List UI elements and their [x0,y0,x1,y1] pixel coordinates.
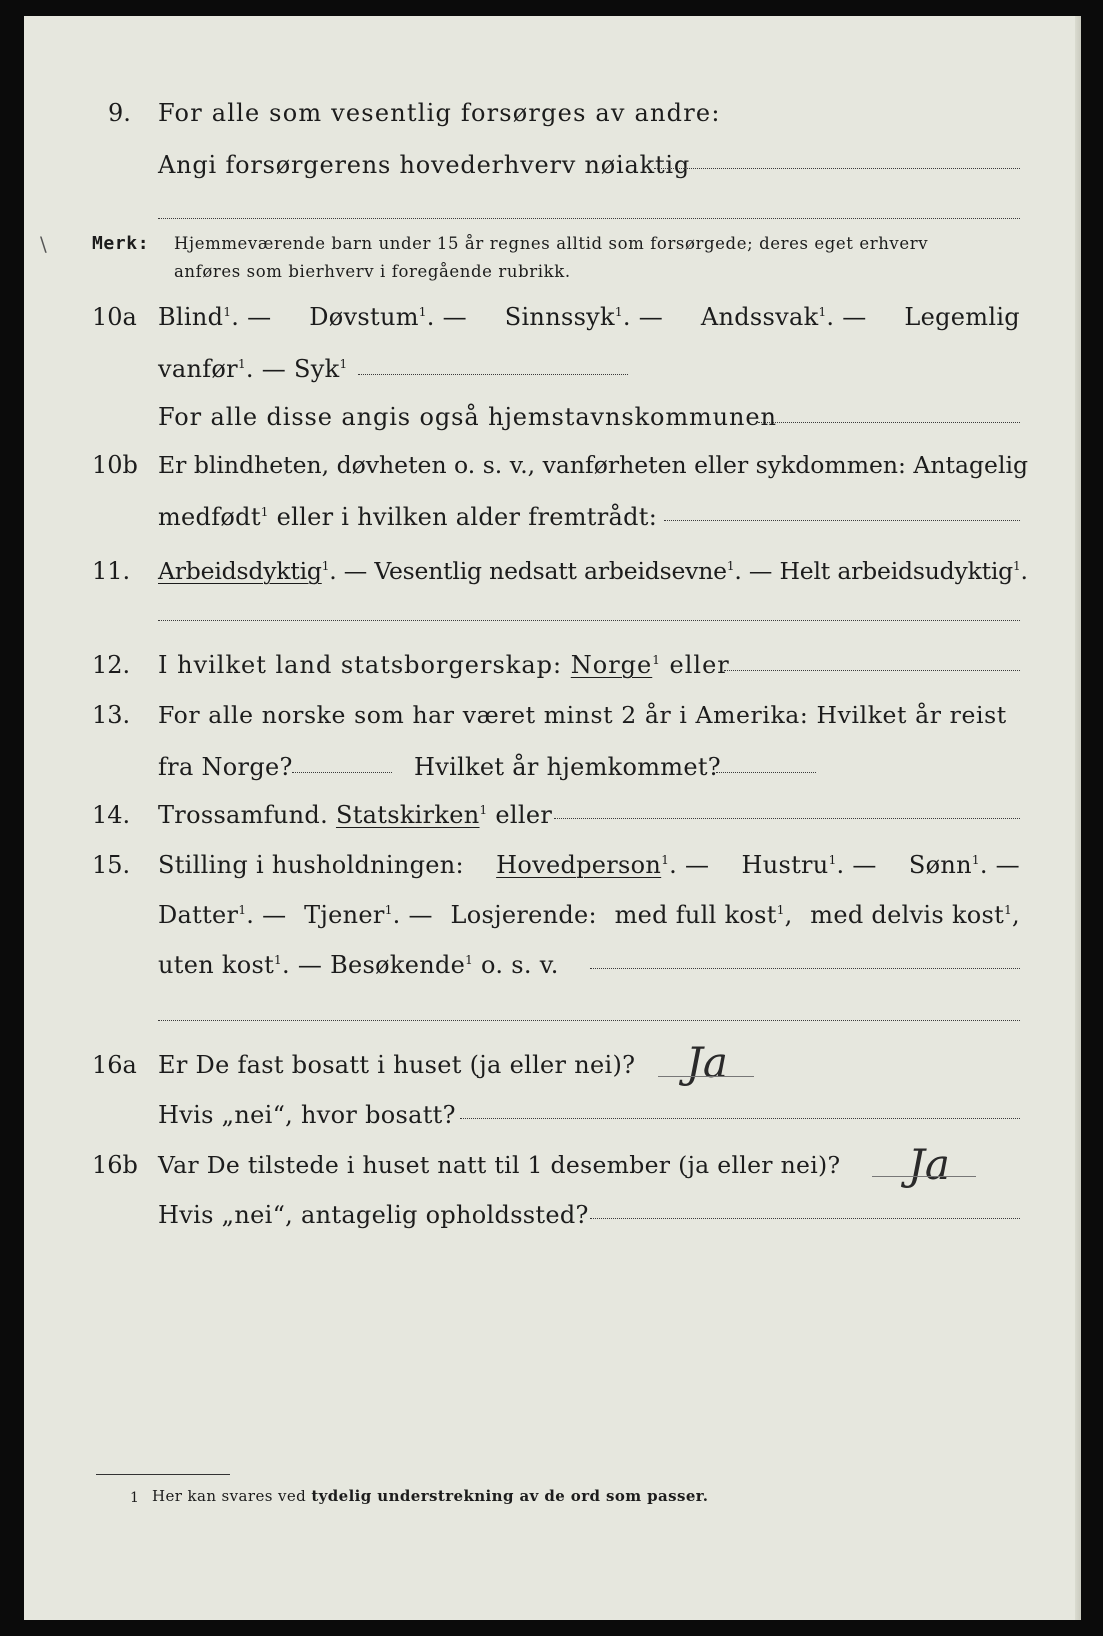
footnote-text: Her kan svares ved tydelig understrekning av de ord som passer. [152,1487,709,1505]
merk-label: Merk: [92,233,150,254]
q13-number: 13. [92,701,131,729]
q15-number: 15. [92,851,131,879]
opt-med-full-kost: med full kost [614,901,777,929]
q16a-bosatt-line [460,1118,1020,1119]
q10b-number: 10b [92,451,138,479]
opt-med-delvis-kost: med delvis kost [810,901,1005,929]
q10a-line3: For alle disse angis også hjemstavnskommunen [158,403,777,431]
q10a-line2: vanfør$^1$. — Syk$^1$ [158,355,348,383]
merk-line1: Hjemmeværende barn under 15 år regnes alltid som forsørgede; deres eget erhverv [174,234,929,253]
opt-nedsatt: Vesentlig nedsatt arbeidsevne [374,557,727,585]
opt-syk: Syk [293,355,340,383]
q16a-handwritten-answer: Ja [686,1038,728,1087]
q10a-line1: Blind$^1$. — Døvstum$^1$. — Sinnssyk$^1$. — Andssvak$^1$. — Legemlig [158,303,1020,331]
q13-part2: Hvilket år hjemkommet? [414,753,721,781]
opt-andssvak: Andssvak [700,303,819,331]
opt-udyktig: Helt arbeidsudyktig [779,557,1014,585]
q9-line2: Angi forsørgerens hovederhverv nøiaktig [158,151,691,179]
q9-answer-line [654,168,1020,169]
q13-year-return-line [716,772,816,773]
q15-line2: Datter$^1$. — Tjener$^1$. — Losjerende: med full kost$^1$, med delvis kost$^1$, [158,901,1020,929]
q16b-line1: Var De tilstede i huset natt til 1 desember (ja eller nei)? [158,1151,841,1179]
opt-legemlig: Legemlig [904,303,1020,331]
opt-statskirken: Statskirken [335,801,480,829]
opt-norge: Norge [570,651,653,679]
q12-line: I hvilket land statsborgerskap: Norge$^1$ eller [158,651,730,679]
footnote-rule [96,1474,230,1475]
q13-year-left-line [292,772,392,773]
q15-line1: Stilling i husholdningen: Hovedperson$^1$. — Hustru$^1$. — Sønn$^1$. — [158,851,1020,879]
opt-dovstum: Døvstum [309,303,419,331]
q9-number: 9. [108,99,131,127]
pencil-tick-mark: \ [40,232,47,256]
opt-medfodt: medfødt [158,503,261,531]
q15-line3: uten kost$^1$. — Besøkende$^1$ o. s. v. [158,951,559,979]
q16a-answer-line [658,1076,754,1077]
opt-hovedperson: Hovedperson [496,851,662,879]
q9-line1: For alle som vesentlig forsørges av andre: [158,99,721,127]
q10a-answer-line [758,422,1020,423]
q13-part1: fra Norge? [158,753,293,781]
opt-tjener: Tjener [304,901,385,929]
opt-uten-kost: uten kost [158,951,275,979]
q11-line: Arbeidsdyktig$^1$. — Vesentlig nedsatt arbeidsevne$^1$. — Helt arbeidsudyktig$^1$. [158,557,1028,585]
q14-answer-line [554,818,1020,819]
q14-number: 14. [92,801,131,829]
q12-answer-line [724,670,1020,671]
opt-blind: Blind [158,303,224,331]
opt-hustru: Hustru [741,851,829,879]
q16a-line2: Hvis „nei“, hvor bosatt? [158,1101,456,1129]
paper-edge [1075,16,1081,1620]
q16a-line1: Er De fast bosatt i huset (ja eller nei)? [158,1051,636,1079]
q11-number: 11. [92,557,131,585]
q16b-handwritten-answer: Ja [908,1140,950,1189]
opt-sonn: Sønn [908,851,972,879]
q9-answer-line-2 [158,218,1020,219]
q13-line1: For alle norske som har været minst 2 år i Amerika: Hvilket år reist [158,701,1007,729]
q15-answer-line-2 [158,1020,1020,1021]
q12-number: 12. [92,651,131,679]
q15-answer-line [590,968,1020,969]
census-form-page [24,16,1081,1620]
opt-arbeidsdyktig: Arbeidsdyktig [158,557,322,585]
merk-line2: anføres som bierhverv i foregående rubrikk. [174,262,571,281]
opt-sinnssyk: Sinnssyk [504,303,615,331]
q11-answer-line [158,620,1020,621]
opt-datter: Datter [158,901,239,929]
q10b-line1: Er blindheten, døvheten o. s. v., vanførheten eller sykdommen: Antagelig [158,451,1029,479]
q10a-syk-line [358,374,628,375]
q14-line: Trossamfund. Statskirken$^1$ eller [158,801,553,829]
q10b-answer-line [664,520,1020,521]
q16b-line2: Hvis „nei“, antagelig opholdssted? [158,1201,589,1229]
q16a-number: 16a [92,1051,137,1079]
opt-besokende: Besøkende [330,951,466,979]
footnote-marker: 1 [130,1490,140,1506]
q10a-number: 10a [92,303,137,331]
q16b-answer-line [872,1176,976,1177]
opt-vanfor: vanfør [158,355,238,383]
q10b-line2: medfødt$^1$ eller i hvilken alder fremtrådt: [158,503,658,531]
q16b-opholdssted-line [590,1218,1020,1219]
q16b-number: 16b [92,1151,138,1179]
